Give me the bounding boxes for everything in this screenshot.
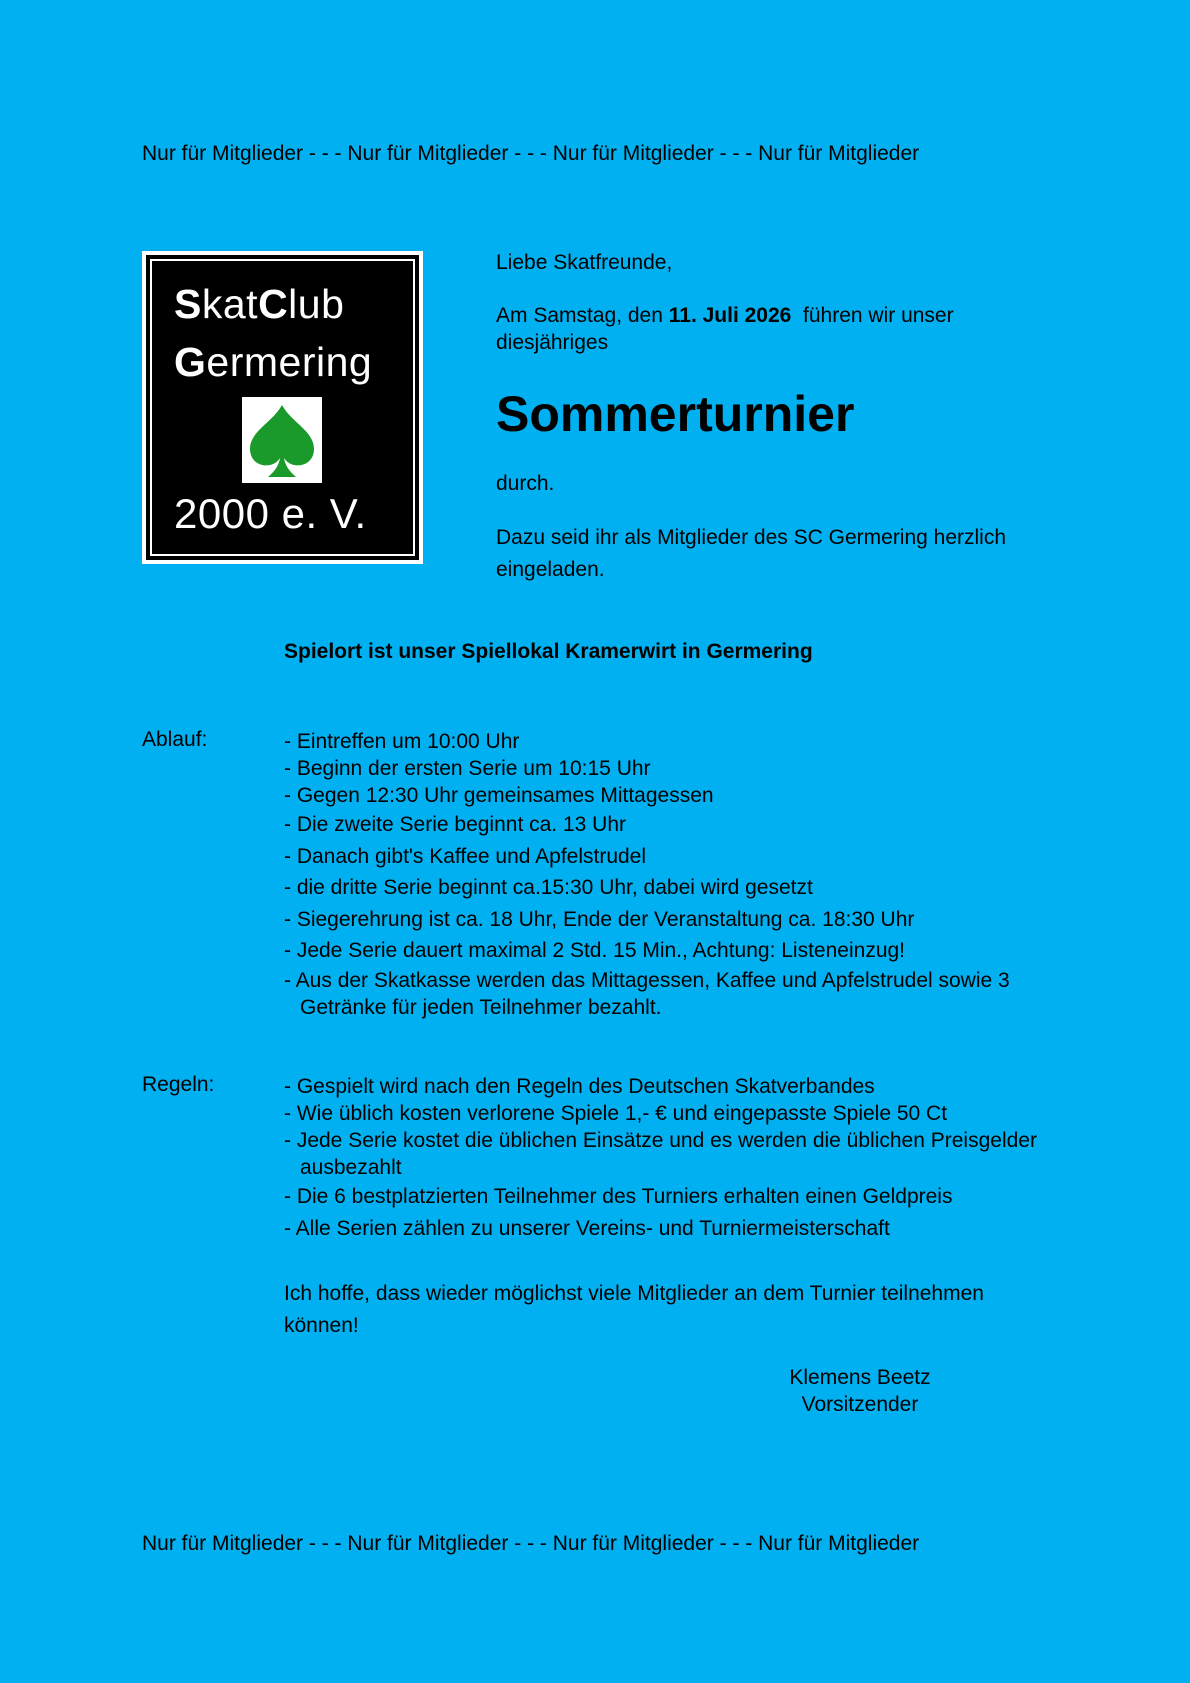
club-logo [142, 251, 423, 564]
list-item: - Siegerehrung ist ca. 18 Uhr, Ende der Veranstaltung ca. 18:30 Uhr [284, 908, 915, 931]
list-item: - Die zweite Serie beginnt ca. 13 Uhr [284, 813, 626, 836]
list-item: - Aus der Skatkasse werden das Mittagessen, Kaffee und Apfelstrudel sowie 3 Getränke für jeden Teilnehmer bezahlt. [284, 969, 1010, 1019]
list-item: - Gespielt wird nach den Regeln des Deutschen Skatverbandes [284, 1075, 875, 1098]
list-item: - Jede Serie kostet die üblichen Einsätze und es werden die üblichen Preisgelder ausbezahlt [284, 1129, 1037, 1179]
logo-line-skatclub: SkatClub [174, 281, 345, 327]
list-item: - Die 6 bestplatzierten Teilnehmer des Turniers erhalten einen Geldpreis [284, 1185, 953, 1208]
greeting: Liebe Skatfreunde, [496, 251, 673, 274]
banner-top: Nur für Mitglieder - - - Nur für Mitglieder - - - Nur für Mitglieder - - - Nur für Mitglieder [142, 142, 920, 165]
invitation-text: Dazu seid ihr als Mitglieder des SC Germering herzlich eingeladen. [496, 526, 1007, 581]
banner-bottom: Nur für Mitglieder - - - Nur für Mitglieder - - - Nur für Mitglieder - - - Nur für Mitglieder [142, 1532, 920, 1555]
ablauf-list [284, 728, 1084, 1021]
event-title: Sommerturnier [496, 386, 855, 442]
venue: Spielort ist unser Spiellokal Kramerwirt in Germering [284, 640, 813, 663]
spade-icon [242, 397, 322, 483]
signature-role: Vorsitzender [801, 1393, 919, 1416]
list-item: - Jede Serie dauert maximal 2 Std. 15 Min., Achtung: Listeneinzug! [284, 939, 906, 962]
event-date: 11. Juli 2026 [668, 304, 792, 327]
intro-text: Am Samstag, den 11. Juli 2026 führen wir unser diesjähriges [496, 304, 960, 354]
list-item: - Danach gibt's Kaffee und Apfelstrudel [284, 845, 647, 868]
list-item: - Beginn der ersten Serie um 10:15 Uhr [284, 757, 651, 780]
list-item: - Eintreffen um 10:00 Uhr [284, 730, 520, 753]
intro-durch: durch. [496, 472, 555, 495]
signature-name: Klemens Beetz [789, 1366, 931, 1389]
logo-line-germering: Germering [174, 339, 373, 385]
regeln-list [284, 1073, 1084, 1245]
list-item: - Wie üblich kosten verlorene Spiele 1,- € und eingepasste Spiele 50 Ct [284, 1102, 948, 1125]
ablauf-label: Ablauf: [142, 728, 208, 751]
regeln-label: Regeln: [142, 1073, 215, 1096]
list-item: - die dritte Serie beginnt ca.15:30 Uhr, dabei wird gesetzt [284, 876, 813, 899]
signature [760, 1364, 960, 1418]
logo-line-year: 2000 e. V. [174, 490, 367, 537]
closing-text: Ich hoffe, dass wieder möglichst viele Mitglieder an dem Turnier teilnehmen können! [284, 1282, 984, 1337]
list-item: - Alle Serien zählen zu unserer Vereins- und Turniermeisterschaft [284, 1217, 890, 1240]
list-item: - Gegen 12:30 Uhr gemeinsames Mittagessen [284, 784, 714, 807]
